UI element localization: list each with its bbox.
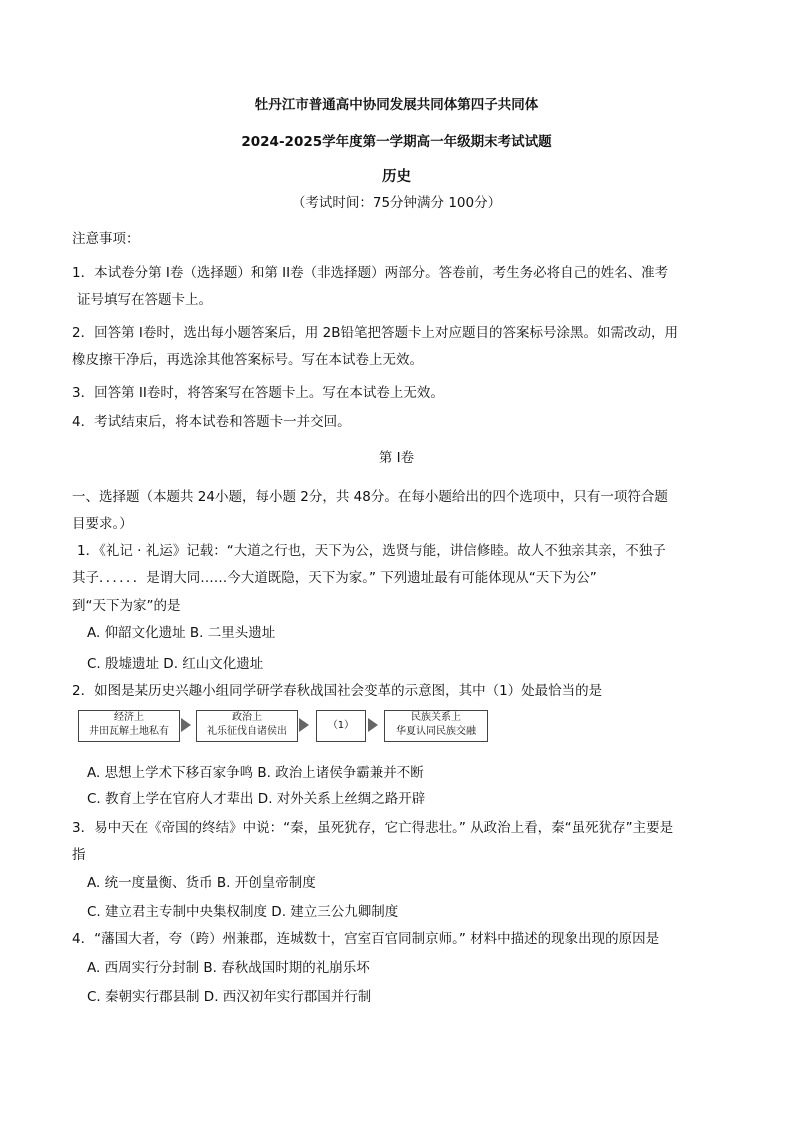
section-instructions-line-2: 目要求。） — [72, 516, 133, 532]
question-1-line-2: 其子．．．．．．是谓大同……今大道既隐，天下为家。” 下列遗址最有可能体现从“天下为公” — [72, 570, 597, 586]
question-4-line-1: 4．“藩国大者，夸（跨）州兼郡，连城数十，宫室百官同制京师。” 材料中描述的现象出现的原因是 — [72, 931, 660, 947]
note-1-line-1: 1．本试卷分第 I卷（选择题）和第 II卷（非选择题）两部分。答卷前，考生务必将自己的姓名、准考 — [72, 265, 669, 281]
flow-box-economy-title: 经济上 — [114, 712, 144, 723]
flow-box-economy — [78, 710, 180, 742]
exam-title: 2024-2025学年度第一学期高一年级期末考试试题 — [241, 134, 552, 150]
note-2-line-2: 橡皮擦干净后，再选涂其他答案标号。写在本试卷上无效。 — [72, 352, 423, 368]
question-4-options-ab: A. 西周实行分封制 B. 春秋战国时期的礼崩乐坏 — [87, 960, 370, 976]
question-1-options-ab: A. 仰韶文化遗址 B. 二里头遗址 — [87, 625, 276, 641]
question-3-line-2: 指 — [72, 847, 86, 863]
flow-arrow-1 — [181, 718, 191, 732]
subject-title: 历史 — [382, 169, 411, 185]
time-info: （考试时间：75分钟满分 100分） — [291, 195, 502, 211]
flow-box-blank-text: （1） — [327, 720, 355, 731]
flow-box-economy-text: 井田瓦解土地私有 — [89, 726, 169, 737]
section-instructions-line-1: 一、选择题（本题共 24小题，每小题 2分，共 48分。在每小题给出的四个选项中，只有一项符合题 — [72, 489, 668, 505]
question-2-line-1: 2．如图是某历史兴趣小组同学研学春秋战国社会变革的示意图，其中（1）处最恰当的是 — [72, 683, 603, 699]
question-1-line-3: 到“天下为家”的是 — [72, 598, 181, 614]
flow-box-ethnic — [384, 710, 488, 742]
question-3-options-cd: C. 建立君主专制中央集权制度 D. 建立三公九卿制度 — [87, 904, 399, 920]
notes-title: 注意事项： — [72, 231, 140, 247]
flow-box-ethnic-title: 民族关系上 — [411, 712, 461, 723]
question-2-options-ab: A. 思想上学术下移百家争鸣 B. 政治上诸侯争霸兼并不断 — [87, 765, 424, 781]
question-1-line-1: 1．《礼记 · 礼运》记载：“大道之行也，天下为公，选贤与能，讲信修睦。故人不独亲其亲，不独子 — [77, 543, 666, 559]
school-title: 牡丹江市普通高中协同发展共同体第四子共同体 — [254, 97, 539, 113]
flow-box-politics-title: 政治上 — [232, 712, 262, 723]
flow-box-ethnic-text: 华夏认同民族交融 — [396, 726, 476, 737]
question-3-line-1: 3．易中天在《帝国的终结》中说：“秦，虽死犹存，它亡得悲壮。” 从政治上看，秦“虽死犹存”主要是 — [72, 820, 674, 836]
question-4-options-cd: C. 秦朝实行郡县制 D. 西汉初年实行郡国并行制 — [87, 989, 372, 1005]
flow-arrow-3 — [368, 718, 378, 732]
question-2-options-cd: C. 教育上学在官府人才辈出 D. 对外关系上丝绸之路开辟 — [87, 791, 426, 807]
note-2-line-1: 2．回答第 I卷时，选出每小题答案后，用 2B铅笔把答题卡上对应题目的答案标号涂黑。如需改动，用 — [72, 325, 679, 341]
flow-box-politics-text: 礼乐征伐自诸侯出 — [207, 726, 287, 737]
question-2-flow-diagram — [78, 710, 488, 742]
flow-box-politics — [196, 710, 298, 742]
note-4: 4．考试结束后，将本试卷和答题卡一并交回。 — [72, 414, 351, 430]
flow-box-blank — [316, 710, 366, 742]
note-1-line-2: 证号填写在答题卡上。 — [77, 292, 212, 308]
flow-arrow-2 — [299, 718, 309, 732]
note-3: 3．回答第 II卷时，将答案写在答题卡上。写在本试卷上无效。 — [72, 385, 444, 401]
section-title: 第 I卷 — [378, 450, 415, 466]
question-1-options-cd: C. 殷墟遗址 D. 红山文化遗址 — [87, 656, 264, 672]
question-3-options-ab: A. 统一度量衡、货币 B. 开创皇帝制度 — [87, 875, 316, 891]
